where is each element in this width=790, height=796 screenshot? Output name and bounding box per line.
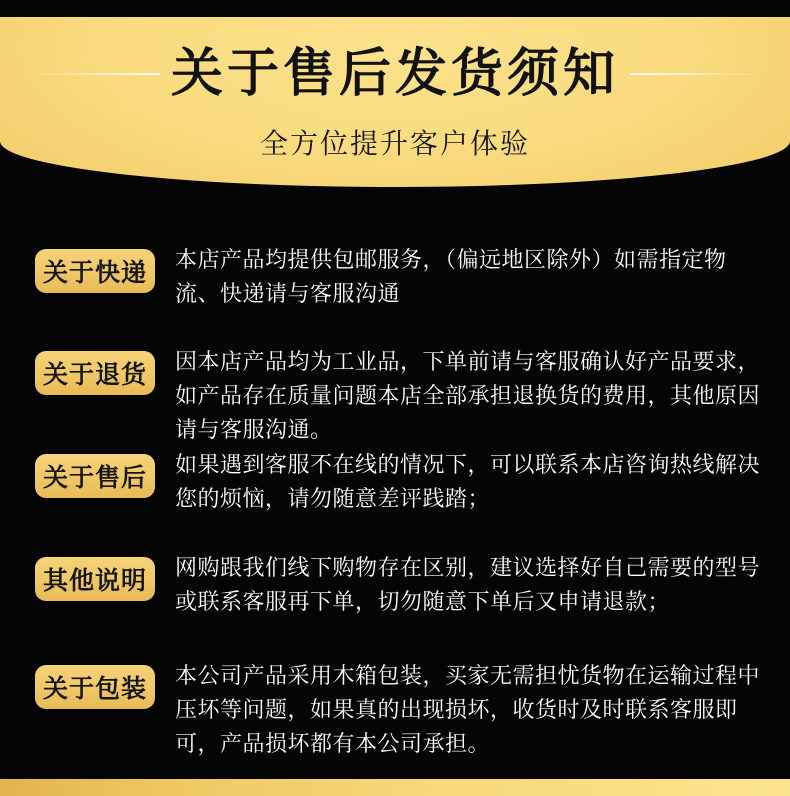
page-title: 关于售后发货须知 — [170, 45, 619, 103]
title-right-line — [630, 73, 757, 75]
section-text-aftersales: 如果遇到客服不在线的情况下，可以联系本店咨询热线解决您的烦恼，请勿随意差评践踏； — [175, 452, 761, 511]
section-label-other-notes: 其他说明 — [35, 557, 155, 601]
page-subtitle: 全方位提升客户体验 — [259, 128, 530, 159]
section-label-packaging: 关于包装 — [35, 665, 155, 709]
notice-section-returns — [35, 345, 765, 447]
bottom-gold-bar — [0, 779, 790, 796]
header-banner — [0, 0, 790, 187]
title-left-line — [33, 73, 160, 75]
section-label-express: 关于快递 — [35, 249, 155, 293]
section-label-aftersales: 关于售后 — [35, 454, 155, 498]
section-text-other-notes: 网购跟我们线下购物存在区别，建议选择好自己需要的型号或联系客服再下单，切勿随意下单后又申请退款； — [175, 555, 761, 614]
title-row — [0, 17, 790, 103]
notice-section-aftersales — [35, 448, 765, 516]
section-text-express: 本店产品均提供包邮服务，（偏远地区除外）如需指定物流、快递请与客服沟通 — [175, 247, 727, 306]
notice-section-express — [35, 243, 765, 311]
section-text-returns: 因本店产品均为工业品，下单前请与客服确认好产品要求，如产品存在质量问题本店全部承担退换货的费用，其他原因请与客服沟通。 — [175, 349, 761, 442]
section-label-returns: 关于退货 — [35, 351, 155, 395]
notice-section-packaging — [35, 659, 765, 761]
notice-section-other-notes — [35, 551, 765, 619]
banner-gold-shape — [0, 17, 790, 187]
section-text-packaging: 本公司产品采用木箱包装，买家无需担忧货物在运输过程中压坏等问题，如果真的出现损坏，收货时及时联系客服即可，产品损坏都有本公司承担。 — [175, 663, 761, 756]
